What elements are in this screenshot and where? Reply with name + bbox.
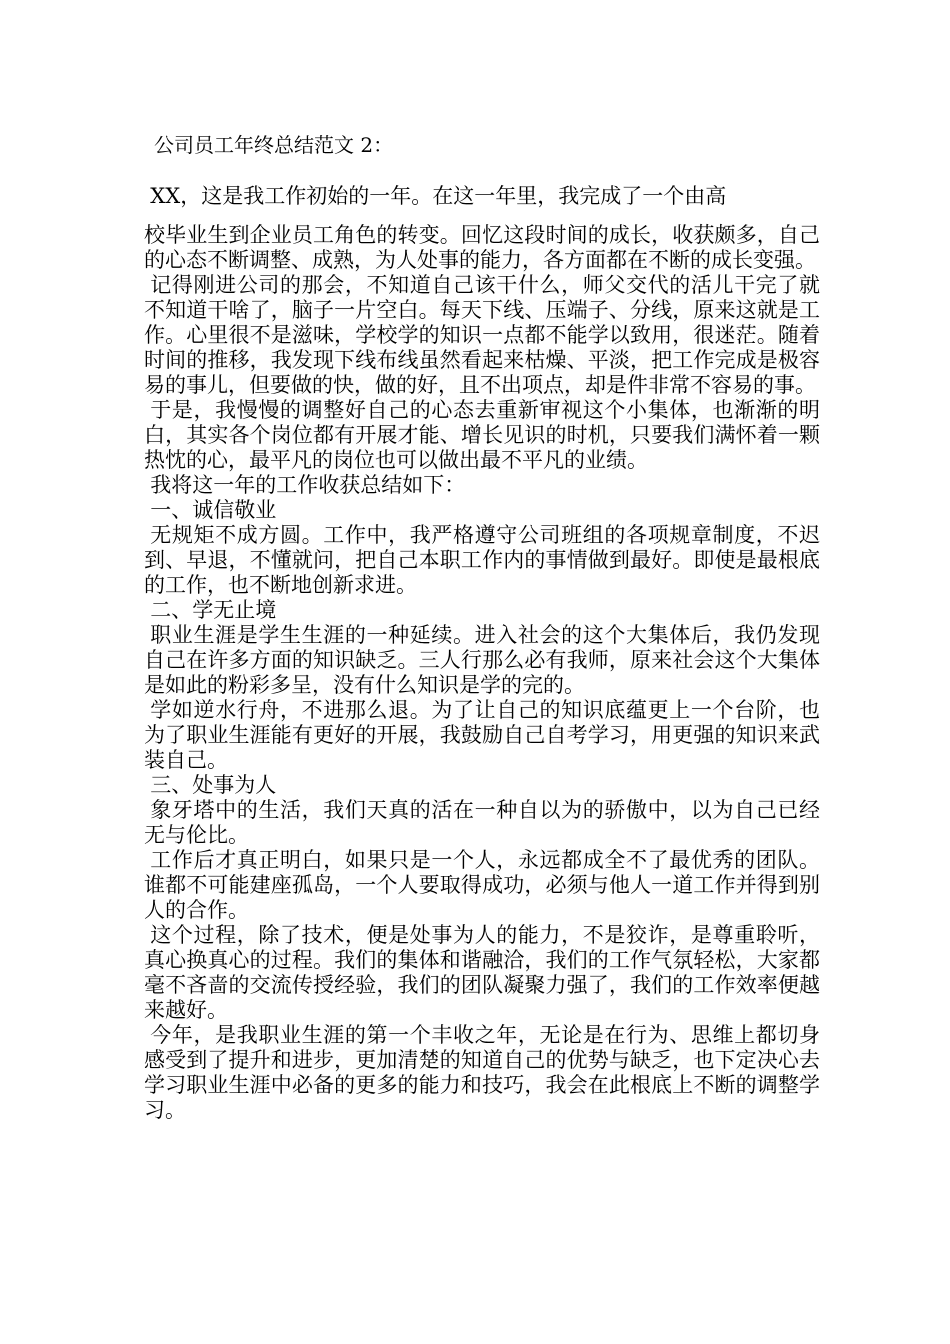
paragraph-8: 象牙塔中的生活，我们天真的活在一种自以为的骄傲中，以为自己已经无与伦比。 xyxy=(144,798,820,847)
paragraph-11: 今年，是我职业生涯的第一个丰收之年，无论是在行为、思维上都切身感受到了提升和进步，更加清楚的知道自己的优势与缺乏，也下定决心去学习职业生涯中必备的更多的能力和技巧，我会在此根底上不断的调整学习。 xyxy=(144,1023,820,1122)
document-page xyxy=(144,132,820,1123)
paragraph-4: 我将这一年的工作收获总结如下： xyxy=(150,473,466,497)
paragraph-9: 工作后才真正明白，如果只是一个人，永远都成全不了最优秀的团队。谁都不可能建座孤岛，一个人要取得成功，必须与他人一道工作并得到别人的合作。 xyxy=(144,848,820,922)
paragraph-1: 校毕业生到企业员工角色的转变。回忆这段时间的成长，收获颇多，自己的心态不断调整、成熟，为人处事的能力，各方面都在不断的成长变强。 xyxy=(144,223,820,272)
document-title: 公司员工年终总结范文 2： xyxy=(154,133,394,157)
paragraph-10: 这个过程，除了技术，便是处事为人的能力，不是狡诈，是尊重聆听，真心换真心的过程。我们的集体和谐融洽，我们的工作气氛轻松，大家都毫不吝啬的交流传授经验，我们的团队凝聚力强了，我们的工作效率便越来越好。 xyxy=(144,923,820,1022)
line-gap xyxy=(144,209,820,223)
paragraph-5: 无规矩不成方圆。工作中，我严格遵守公司班组的各项规章制度，不迟到、早退，不懂就问，把自己本职工作内的事情做到最好。即使是最根底的工作，也不断地创新求进。 xyxy=(144,523,820,597)
section-heading-3: 三、处事为人 xyxy=(150,773,277,797)
section-heading-2: 二、学无止境 xyxy=(150,598,277,622)
section-heading-1: 一、诚信敬业 xyxy=(150,498,277,522)
paragraph-7: 学如逆水行舟，不进那么退。为了让自己的知识底蕴更上一个台阶，也为了职业生涯能有更好的开展，我鼓励自己自考学习，用更强的知识来武装自己。 xyxy=(144,698,820,772)
paragraph-3: 于是，我慢慢的调整好自己的心态去重新审视这个小集体，也渐渐的明白，其实各个岗位都有开展才能、增长见识的时机，只要我们满怀着一颗热忱的心，最平凡的岗位也可以做出最不平凡的业绩。 xyxy=(144,398,820,472)
paragraph-6: 职业生涯是学生生涯的一种延续。进入社会的这个大集体后，我仍发现自己在许多方面的知识缺乏。三人行那么必有我师，原来社会这个大集体是如此的粉彩多呈，没有什么知识是学的完的。 xyxy=(144,623,820,697)
paragraph-2: 记得刚进公司的那会，不知道自己该干什么，师父交代的活儿干完了就不知道干啥了，脑子一片空白。每天下线、压端子、分线，原来这就是工作。心里很不是滋味，学校学的知识一点都不能学以致用，很迷茫。随着时间的推移，我发现下线布线虽然看起来枯燥、平淡，把工作完成是极容易的事儿，但要做的快，做的好，且不出项点，却是件非常不容易的事。 xyxy=(144,273,820,397)
intro-line: XX，这是我工作初始的一年。在这一年里，我完成了一个由高 xyxy=(150,184,727,208)
